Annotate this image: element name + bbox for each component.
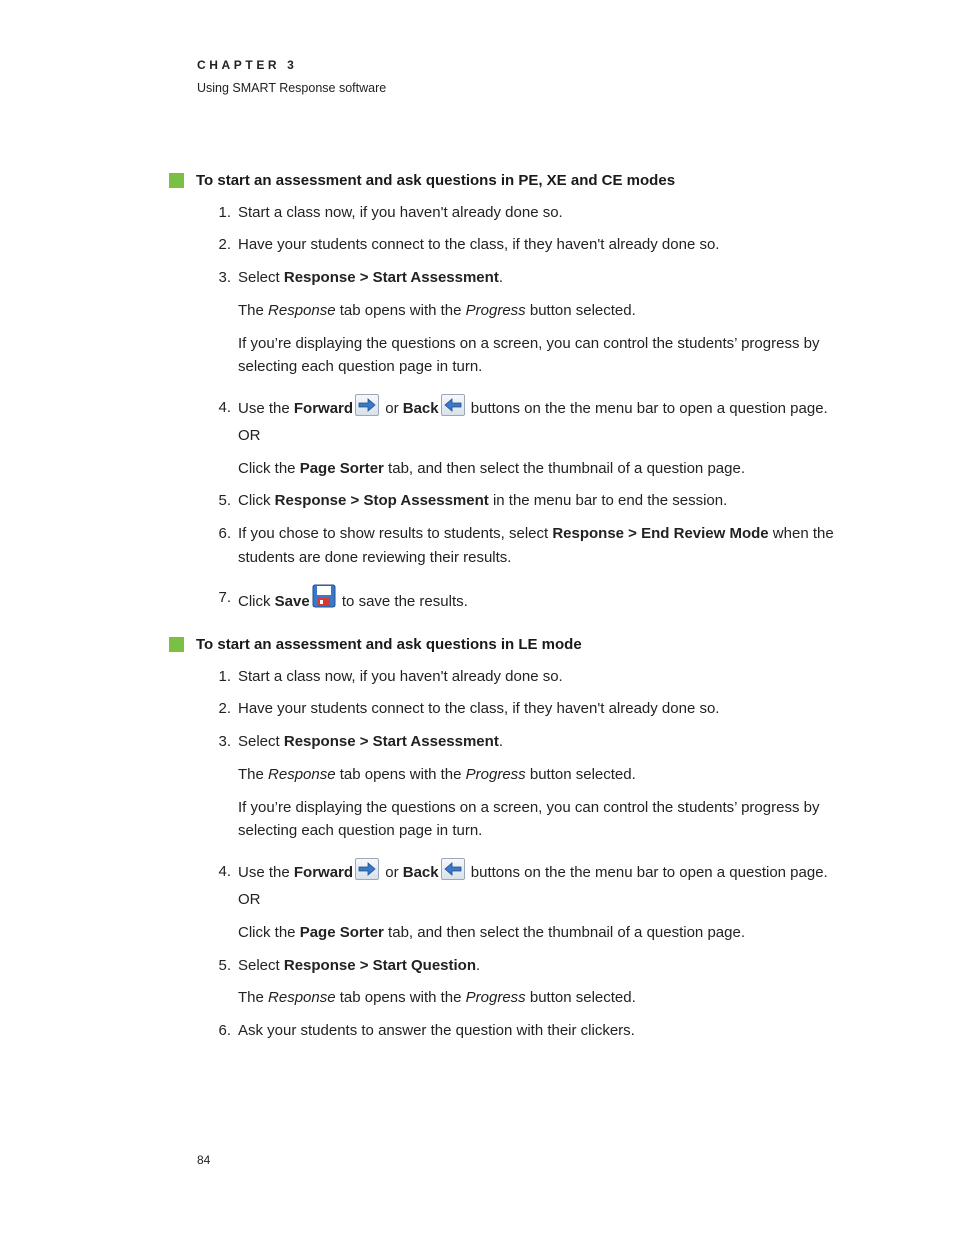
procedure-title: To start an assessment and ask questions in LE mode	[196, 636, 582, 653]
step-number: 1.	[218, 668, 231, 685]
step-note: Click the Page Sorter tab, and then select the thumbnail of a question page.	[238, 460, 745, 477]
step-number: 4.	[218, 399, 231, 416]
back-icon	[441, 394, 465, 416]
step-text: Click Save to save the results.	[238, 584, 858, 613]
step-text: Use the Forward or Back buttons on the the menu bar to open a question page.	[238, 394, 858, 420]
step-text: Have your students connect to the class, if they haven't already done so.	[238, 700, 720, 717]
step-text: Click Response > Stop Assessment in the menu bar to end the session.	[238, 492, 728, 509]
step-note: If you’re displaying the questions on a screen, you can control the students’ progress by	[238, 799, 820, 816]
procedure-marker-icon	[169, 173, 184, 188]
step-number: 1.	[218, 204, 231, 221]
step-text: Start a class now, if you haven't already done so.	[238, 204, 563, 221]
forward-icon	[355, 394, 379, 416]
step-number: 6.	[218, 525, 231, 542]
step-text: Start a class now, if you haven't already done so.	[238, 668, 563, 685]
step-note: selecting each question page in turn.	[238, 822, 483, 839]
step-number: 4.	[218, 863, 231, 880]
step-note: Click the Page Sorter tab, and then select the thumbnail of a question page.	[238, 924, 745, 941]
page-number: 84	[197, 1153, 211, 1167]
step-number: 3.	[218, 269, 231, 286]
procedure-heading	[169, 636, 859, 658]
procedure-title: To start an assessment and ask questions in PE, XE and CE modes	[196, 172, 676, 189]
step-note: The Response tab opens with the Progress button selected.	[238, 766, 636, 783]
step-text: Select Response > Start Assessment.	[238, 269, 503, 286]
or-text: OR	[238, 427, 261, 444]
step-text: Select Response > Start Question.	[238, 957, 481, 974]
step-text: Ask your students to answer the question with their clickers.	[238, 1022, 635, 1039]
step-number: 5.	[218, 492, 231, 509]
or-text: OR	[238, 891, 261, 908]
procedure-pe-xe-ce	[169, 172, 859, 610]
procedure-le	[169, 636, 859, 1039]
procedure-marker-icon	[169, 637, 184, 652]
step-note: If you’re displaying the questions on a screen, you can control the students’ progress by	[238, 335, 820, 352]
step-note: selecting each question page in turn.	[238, 358, 483, 375]
step-number: 5.	[218, 957, 231, 974]
back-icon	[441, 858, 465, 880]
step-text: Use the Forward or Back buttons on the the menu bar to open a question page.	[238, 858, 858, 884]
step-text: Select Response > Start Assessment.	[238, 733, 503, 750]
step-number: 7.	[218, 589, 231, 606]
chapter-label: CHAPTER 3	[197, 58, 298, 72]
step-note: The Response tab opens with the Progress button selected.	[238, 989, 636, 1006]
chapter-subtitle: Using SMART Response software	[197, 81, 387, 95]
step-number: 2.	[218, 236, 231, 253]
save-icon	[312, 584, 336, 608]
step-text: Have your students connect to the class, if they haven't already done so.	[238, 236, 720, 253]
step-text: students are done reviewing their results.	[238, 549, 512, 566]
forward-icon	[355, 858, 379, 880]
procedure-heading	[169, 172, 859, 194]
step-number: 6.	[218, 1022, 231, 1039]
step-note: The Response tab opens with the Progress button selected.	[238, 302, 636, 319]
step-number: 2.	[218, 700, 231, 717]
step-number: 3.	[218, 733, 231, 750]
step-text: If you chose to show results to students, select Response > End Review Mode when the	[238, 525, 834, 542]
